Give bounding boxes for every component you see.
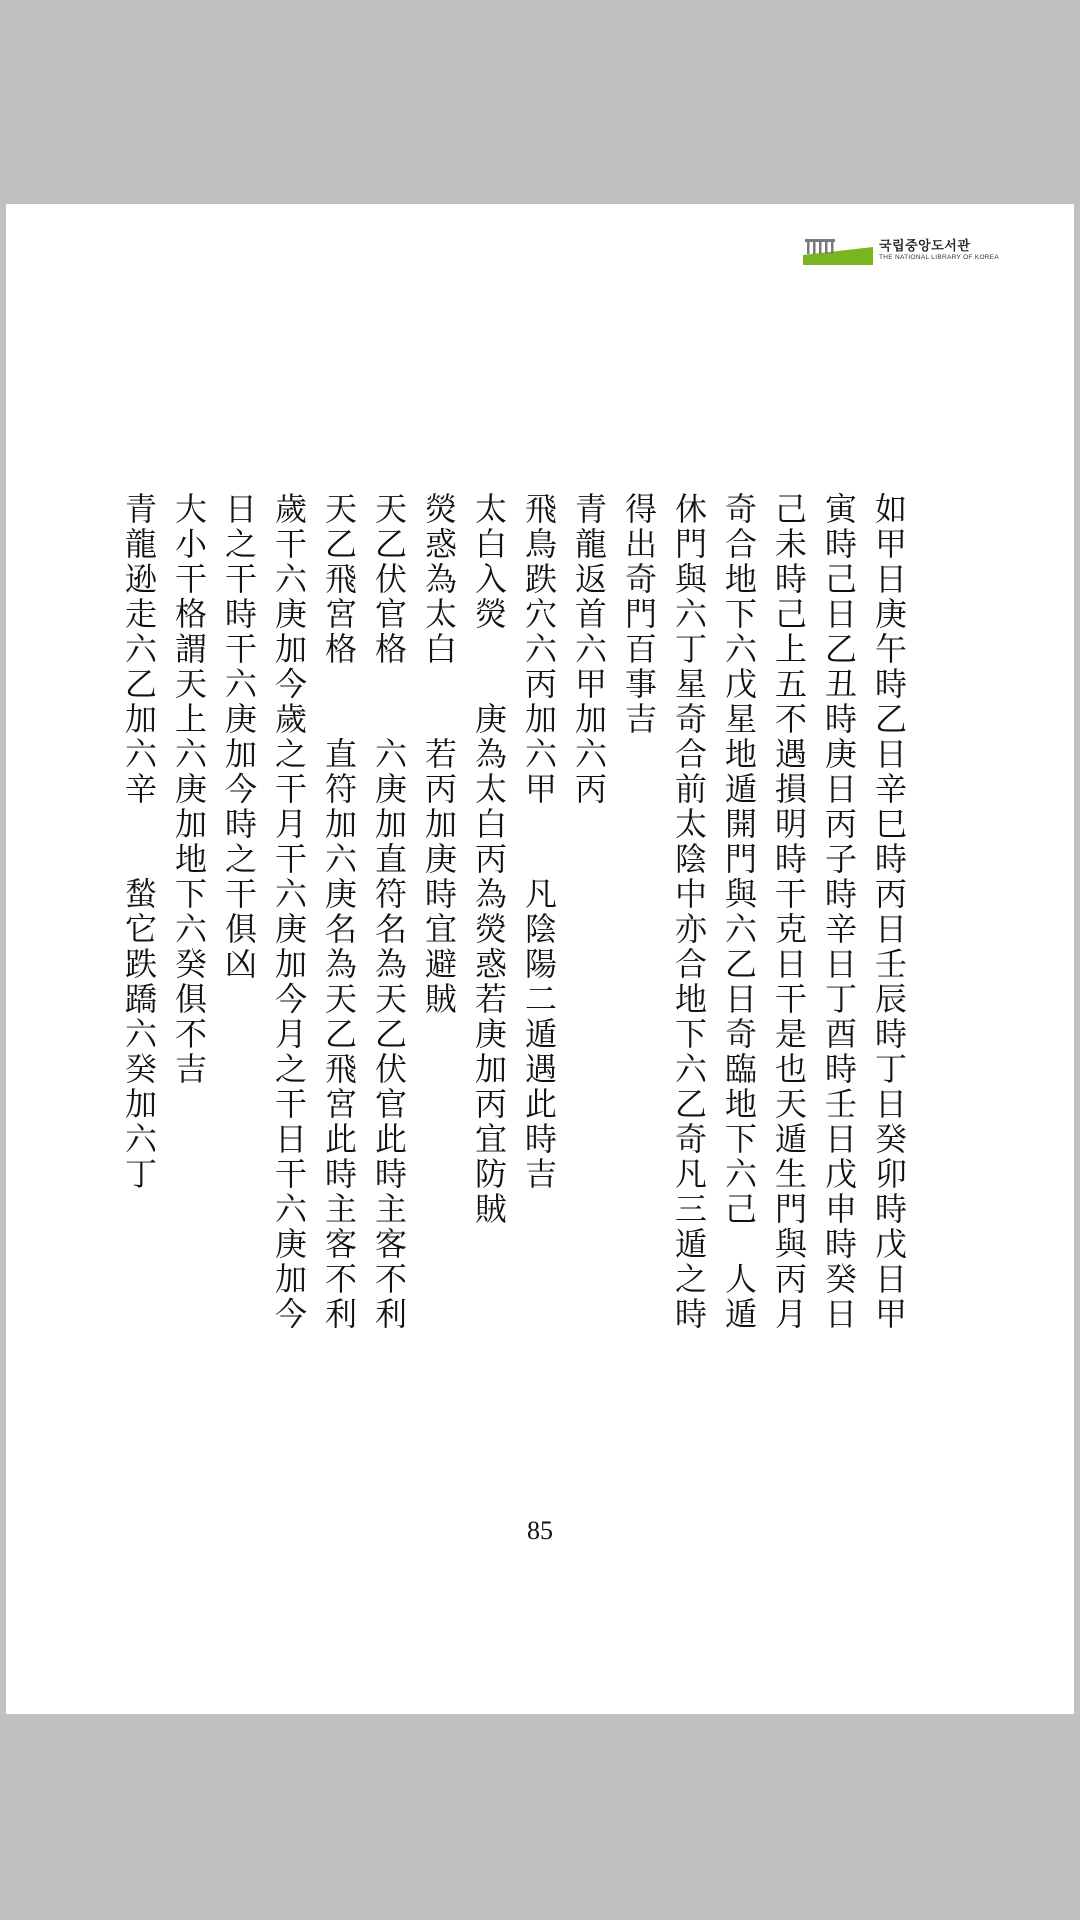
- text-column: 奇合地下六戊星地遁開門與六乙日奇臨地下六己 人遁: [720, 492, 758, 1332]
- text-column: 熒惑為太白 若丙加庚時宜避賊: [420, 492, 458, 1017]
- text-columns: [114, 492, 914, 1492]
- logo-english-text: THE NATIONAL LIBRARY OF KOREA: [879, 254, 1000, 262]
- page-number: 85: [527, 1516, 553, 1545]
- library-logo: [803, 236, 999, 266]
- text-column: 大小干格謂天上六庚加地下六癸俱不吉: [170, 492, 208, 1087]
- text-column: 天乙伏官格 六庚加直符名為天乙伏官此時主客不利: [370, 492, 408, 1332]
- text-column: 休門與六丁星奇合前太陰中亦合地下六乙奇凡三遁之時: [670, 492, 708, 1332]
- text-column: 日之干時干六庚加今時之干俱凶: [220, 492, 258, 982]
- document-page: [6, 204, 1074, 1714]
- text-column: 天乙飛宮格 直符加六庚名為天乙飛宮此時主客不利: [320, 492, 358, 1332]
- text-column: 飛鳥跌穴六丙加六甲 凡陰陽二遁遇此時吉: [520, 492, 558, 1192]
- library-logo-icon: [803, 237, 873, 265]
- text-column: 寅時己日乙丑時庚日丙子時辛日丁酉時壬日戊申時癸日: [820, 492, 858, 1332]
- text-column: 青龍返首六甲加六丙: [570, 492, 608, 807]
- text-column: 青龍逊走六乙加六辛 蝵它跌蹻六癸加六丁: [120, 492, 158, 1192]
- logo-korean-text: 국립중앙도서관: [879, 239, 971, 255]
- text-column: 歲干六庚加今歲之干月干六庚加今月之干日干六庚加今: [270, 492, 308, 1332]
- text-column: 如甲日庚午時乙日辛巳時丙日壬辰時丁日癸卯時戊日甲: [870, 492, 908, 1332]
- text-column: 己未時己上五不遇損明時干克日干是也天遁生門與丙月: [770, 492, 808, 1332]
- text-column: 得出奇門百事吉: [620, 492, 658, 737]
- text-column: 太白入熒 庚為太白丙為熒惑若庚加丙宜防賊: [470, 492, 508, 1227]
